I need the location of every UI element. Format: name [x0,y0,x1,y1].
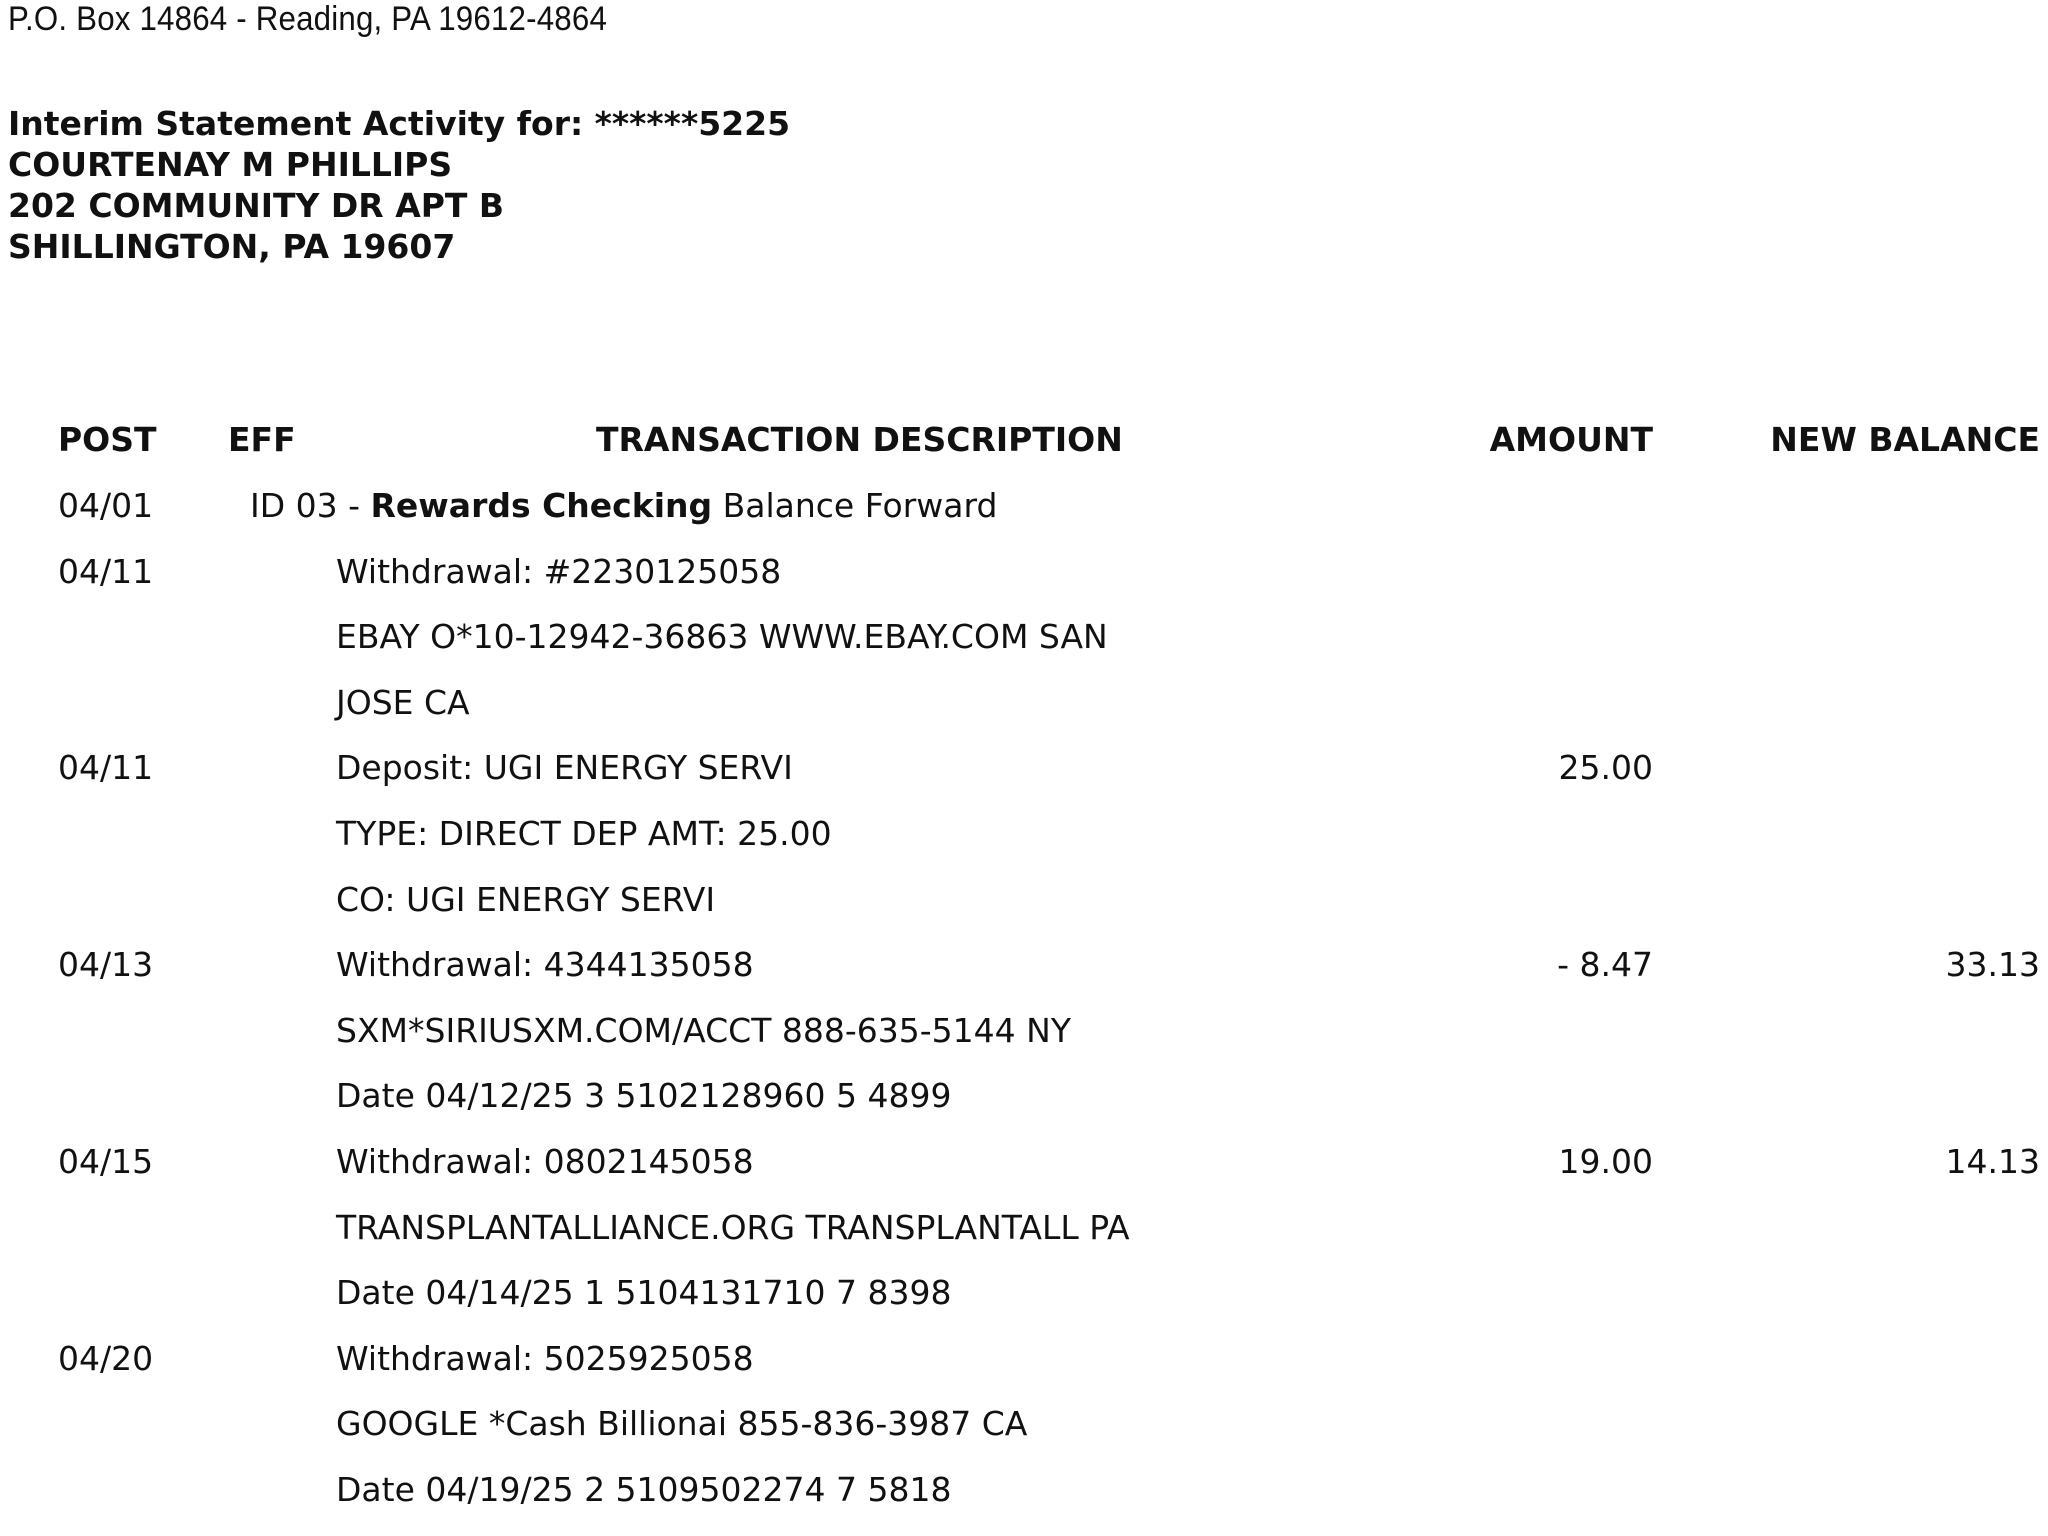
post-date: 04/01 [58,486,154,525]
table-row [0,1273,2048,1339]
account-type: Rewards Checking [370,486,713,525]
transaction-description: Withdrawal: 0802145058 [336,1141,754,1181]
transaction-description: Date 04/12/25 3 5102128960 5 4899 [336,1076,952,1116]
table-header [0,420,2048,464]
header-post: POST [58,420,157,459]
transaction-description: JOSE CA [336,682,470,722]
header-new-balance: NEW BALANCE [1770,420,2040,459]
transaction-description: TRANSPLANTALLIANCE.ORG TRANSPLANTALL PA [336,1207,1130,1247]
post-date: 04/15 [58,1141,154,1181]
transaction-description: Date 04/14/25 1 5104131710 7 8398 [336,1273,952,1313]
transaction-description: TYPE: DIRECT DEP AMT: 25.00 [336,813,832,853]
post-date: 04/13 [58,945,154,985]
account-info [8,103,790,267]
transaction-description: GOOGLE *Cash Billionai 855-836-3987 CA [336,1404,1028,1444]
post-date: 04/11 [58,748,154,788]
new-balance: 14.13 [1945,1141,2040,1181]
table-row [0,1142,2048,1208]
table-row [0,814,2048,880]
transaction-description: Date 04/19/25 2 5109502274 7 5818 [336,1469,952,1509]
table-row [0,683,2048,749]
header-description: TRANSACTION DESCRIPTION [596,420,1123,459]
bank-address: P.O. Box 14864 - Reading, PA 19612-4864 [8,0,608,38]
transaction-table [0,486,2048,1536]
header-eff: EFF [228,420,296,459]
table-row [0,617,2048,683]
table-row [0,552,2048,618]
account-city: SHILLINGTON, PA 19607 [8,227,456,266]
balance-forward-description [250,486,997,525]
balance-forward-suffix: Balance Forward [712,486,998,525]
transaction-description: EBAY O*10-12942-36863 WWW.EBAY.COM SAN [336,617,1108,657]
new-balance: 33.13 [1945,945,2040,985]
balance-forward-prefix: ID 03 - [250,486,371,525]
account-street: 202 COMMUNITY DR APT B [8,186,505,225]
table-row [0,748,2048,814]
header-amount: AMOUNT [1489,420,1653,459]
transaction-description: SXM*SIRIUSXM.COM/ACCT 888-635-5144 NY [336,1010,1071,1050]
table-row [0,1208,2048,1274]
transaction-amount: - 8.47 [1557,945,1653,985]
table-row [0,1339,2048,1405]
transaction-description: Withdrawal: 5025925058 [336,1338,754,1378]
post-date: 04/11 [58,551,154,591]
table-row [0,1470,2048,1536]
table-row [0,1011,2048,1077]
post-date: 04/20 [58,1338,154,1378]
account-holder-name: COURTENAY M PHILLIPS [8,145,453,184]
balance-forward-row [0,486,2048,552]
table-row [0,945,2048,1011]
transaction-description: Withdrawal: 4344135058 [336,945,754,985]
transaction-description: Deposit: UGI ENERGY SERVI [336,748,793,788]
statement-title: Interim Statement Activity for: ******5225 [8,104,791,143]
transaction-description: CO: UGI ENERGY SERVI [336,879,716,919]
table-row [0,880,2048,946]
table-row [0,1404,2048,1470]
transaction-amount: 25.00 [1558,748,1653,788]
table-row [0,1076,2048,1142]
transaction-description: Withdrawal: #2230125058 [336,551,782,591]
transaction-amount: 19.00 [1558,1141,1653,1181]
